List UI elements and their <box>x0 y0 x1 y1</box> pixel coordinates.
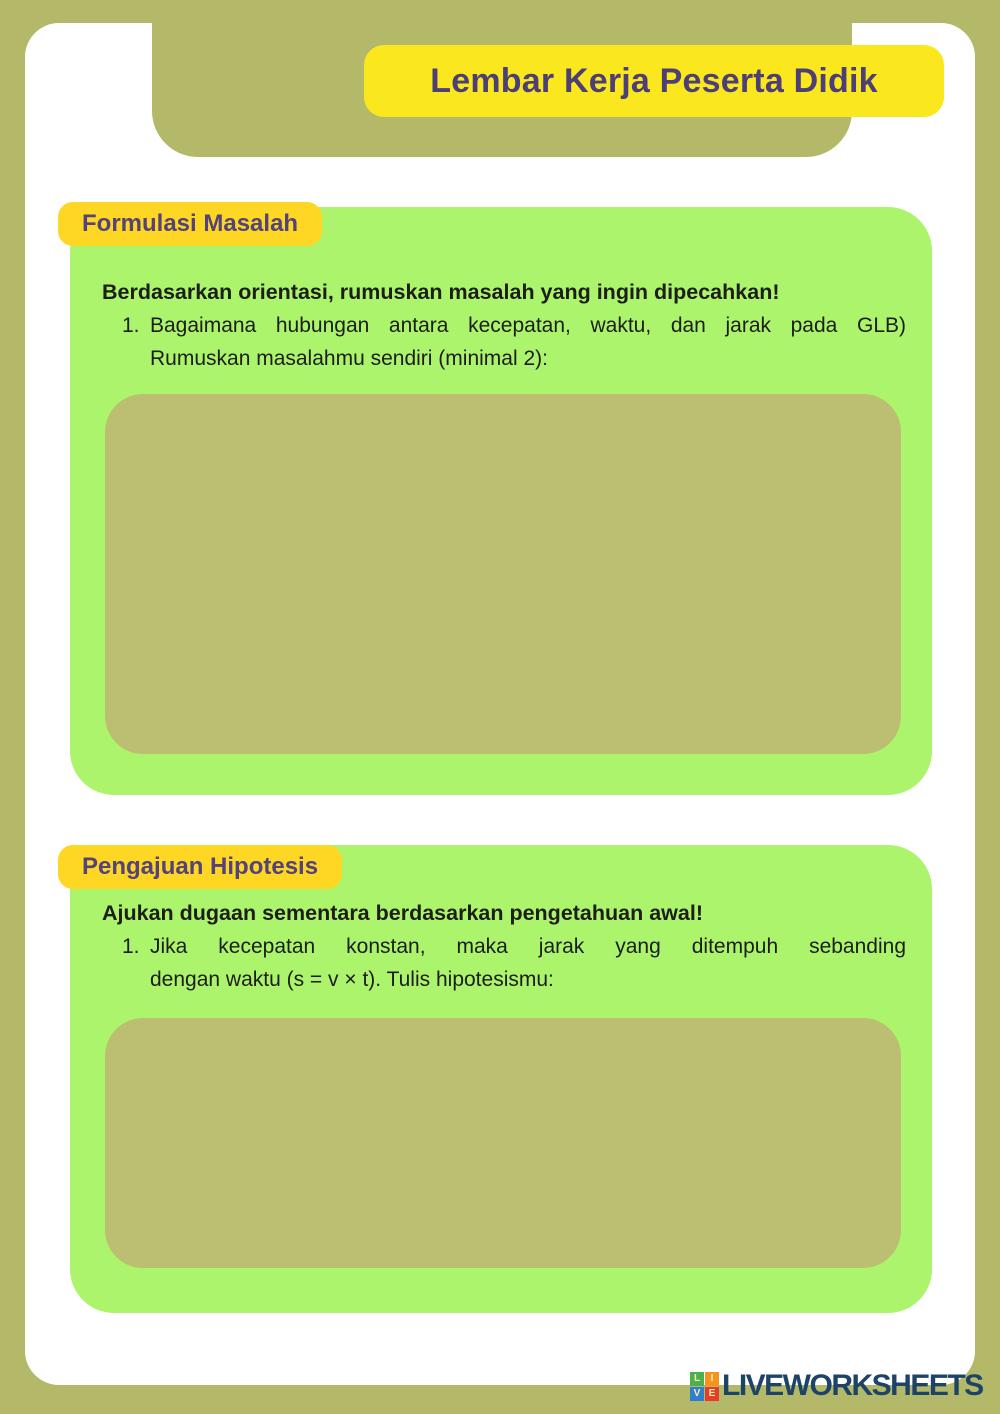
page-title: Lembar Kerja Peserta Didik <box>430 61 878 100</box>
logo-square-v: V <box>690 1387 704 1401</box>
section-body-hipotesis <box>102 897 906 996</box>
item-number: 1. <box>122 314 140 337</box>
answer-box-pengajuan-hipotesis[interactable] <box>105 1018 901 1268</box>
page-title-pill <box>364 45 944 117</box>
question-item <box>102 309 906 375</box>
section-label-text: Formulasi Masalah <box>82 210 299 237</box>
header-banner <box>152 0 878 157</box>
question-line-2: dengan waktu (s = v × t). Tulis hipotesismu: <box>150 968 554 991</box>
section-label-pengajuan-hipotesis <box>58 845 342 889</box>
question-item <box>102 930 906 996</box>
logo-square-e: E <box>705 1387 719 1401</box>
question-line-2: Rumuskan masalahmu sendiri (minimal 2): <box>150 347 548 370</box>
liveworksheets-squares-icon <box>690 1372 719 1401</box>
section-instruction: Berdasarkan orientasi, rumuskan masalah yang ingin dipecahkan! <box>102 280 780 304</box>
question-line-1: Jika kecepatan konstan, maka jarak yang ditempuh sebanding <box>150 935 906 958</box>
section-body-formulasi <box>102 276 906 375</box>
question-line-1: Bagaimana hubungan antara kecepatan, waktu, dan jarak pada GLB) <box>150 314 906 337</box>
liveworksheets-logo[interactable] <box>690 1369 983 1403</box>
section-label-formulasi-masalah <box>58 202 322 246</box>
brand-name: LIVEWORKSHEETS <box>722 1369 983 1402</box>
section-label-text: Pengajuan Hipotesis <box>82 853 319 880</box>
logo-square-l: L <box>690 1372 704 1386</box>
answer-box-formulasi-masalah[interactable] <box>105 394 901 754</box>
logo-square-i: I <box>705 1372 719 1386</box>
section-instruction: Ajukan dugaan sementara berdasarkan pengetahuan awal! <box>102 901 703 925</box>
item-number: 1. <box>122 935 140 958</box>
